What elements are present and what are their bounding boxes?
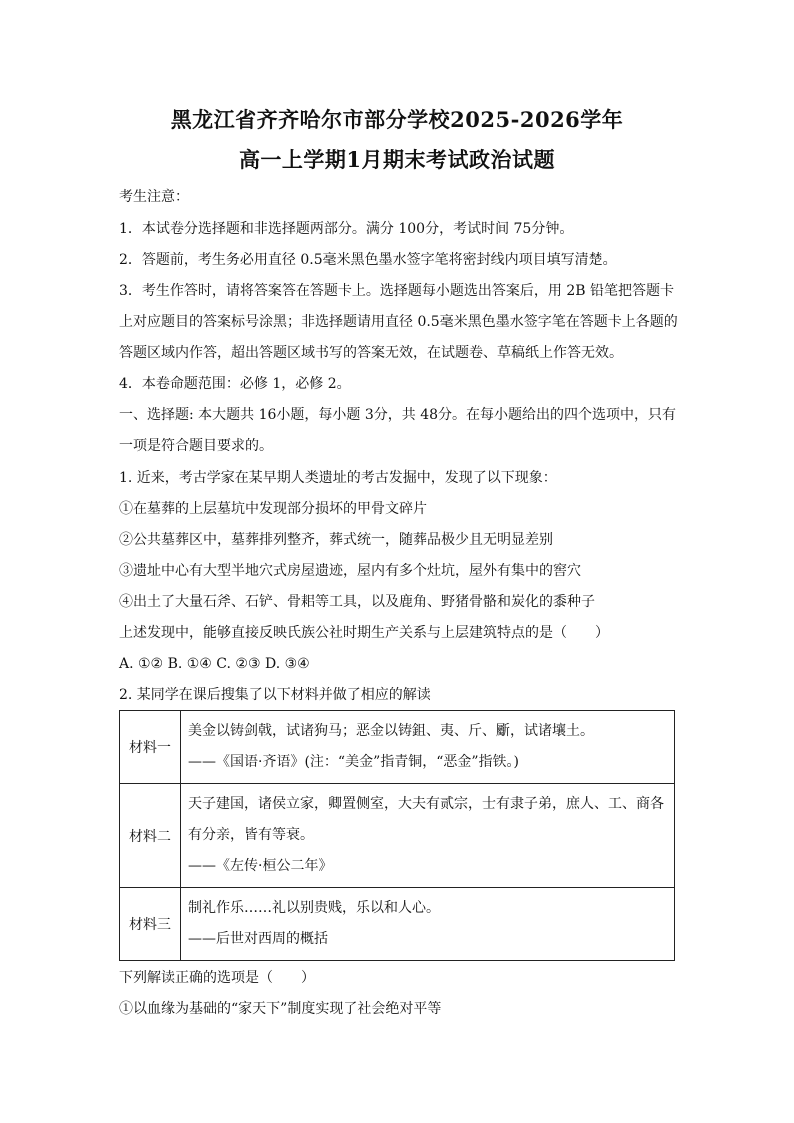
material-text: 美金以铸剑戟，试诸狗马；恶金以铸鉏、夷、斤、斸，试诸壤土。 [188, 723, 594, 739]
exam-title-line1: 黑龙江省齐齐哈尔市部分学校2025-2026学年 [170, 107, 624, 132]
materials-table [119, 710, 675, 961]
material-source: ——《国语·齐语》(注：“美金”指青铜，“恶金”指铁。) [188, 754, 520, 770]
material-row [120, 711, 675, 784]
notice-item: 2．答题前，考生务必用直径 0.5毫米黑色墨水签字笔将密封线内项目填写清楚。 [119, 252, 617, 268]
question-1-item: ②公共墓葬区中，墓葬排列整齐，葬式统一，随葬品极少且无明显差别 [119, 532, 553, 548]
material-content [181, 711, 675, 784]
material-label: 材料三 [120, 888, 181, 961]
notice-item: 1．本试卷分选择题和非选择题两部分。满分 100分，考试时间 75分钟。 [119, 221, 574, 237]
section-heading: 一项是符合题目要求的。 [119, 438, 273, 454]
question-2-item: ①以血缘为基础的“家天下”制度实现了社会绝对平等 [119, 1001, 442, 1017]
question-1-stem: 1. 近来，考古学家在某早期人类遗址的考古发掘中，发现了以下现象： [119, 470, 557, 486]
notice-item: 上对应题目的答案标号涂黑；非选择题请用直径 0.5毫米黑色墨水签字笔在答题卡上各题的 [119, 314, 678, 330]
material-content [181, 784, 675, 888]
material-source: ——《左传·桓公二年》 [188, 858, 333, 874]
question-1-question: 上述发现中，能够直接反映氏族公社时期生产关系与上层建筑特点的是（ ） [119, 625, 609, 641]
question-1-item: ①在墓葬的上层墓坑中发现部分损坏的甲骨文碎片 [119, 501, 427, 517]
material-label: 材料二 [120, 784, 181, 888]
question-1-item: ③遗址中心有大型半地穴式房屋遗迹，屋内有多个灶坑，屋外有集中的窖穴 [119, 563, 581, 579]
material-row [120, 888, 675, 961]
notice-heading: 考生注意： [119, 189, 189, 205]
section-heading: 一、选择题: 本大题共 16小题，每小题 3分，共 48分。在每小题给出的四个选项中，只有 [119, 407, 677, 423]
question-2-stem: 2. 某同学在课后搜集了以下材料并做了相应的解读 [119, 687, 431, 703]
material-text: 制礼作乐……礼以别贵贱，乐以和人心。 [188, 900, 440, 916]
notice-item: 答题区域内作答，超出答题区域书写的答案无效，在试题卷、草稿纸上作答无效。 [119, 345, 623, 361]
exam-title-line2: 高一上学期1月期末考试政治试题 [238, 147, 556, 172]
material-text: 天子建国，诸侯立家，卿置侧室，大夫有贰宗，士有隶子弟，庶人、工、商各 [188, 796, 664, 812]
material-text: 有分亲，皆有等衰。 [188, 827, 314, 843]
question-1-item: ④出土了大量石斧、石铲、骨耜等工具，以及鹿角、野猪骨骼和炭化的黍种子 [119, 594, 595, 610]
material-source: ——后世对西周的概括 [188, 931, 328, 947]
material-row [120, 784, 675, 888]
notice-item: 4．本卷命题范围：必修 1，必修 2。 [119, 376, 351, 392]
question-1-options: A. ①② B. ①④ C. ②③ D. ③④ [119, 656, 310, 672]
material-content [181, 888, 675, 961]
notice-item: 3．考生作答时，请将答案答在答题卡上。选择题每小题选出答案后，用 2B 铅笔把答题卡 [119, 283, 675, 299]
question-2-question: 下列解读正确的选项是（ ） [119, 970, 315, 986]
material-label: 材料一 [120, 711, 181, 784]
